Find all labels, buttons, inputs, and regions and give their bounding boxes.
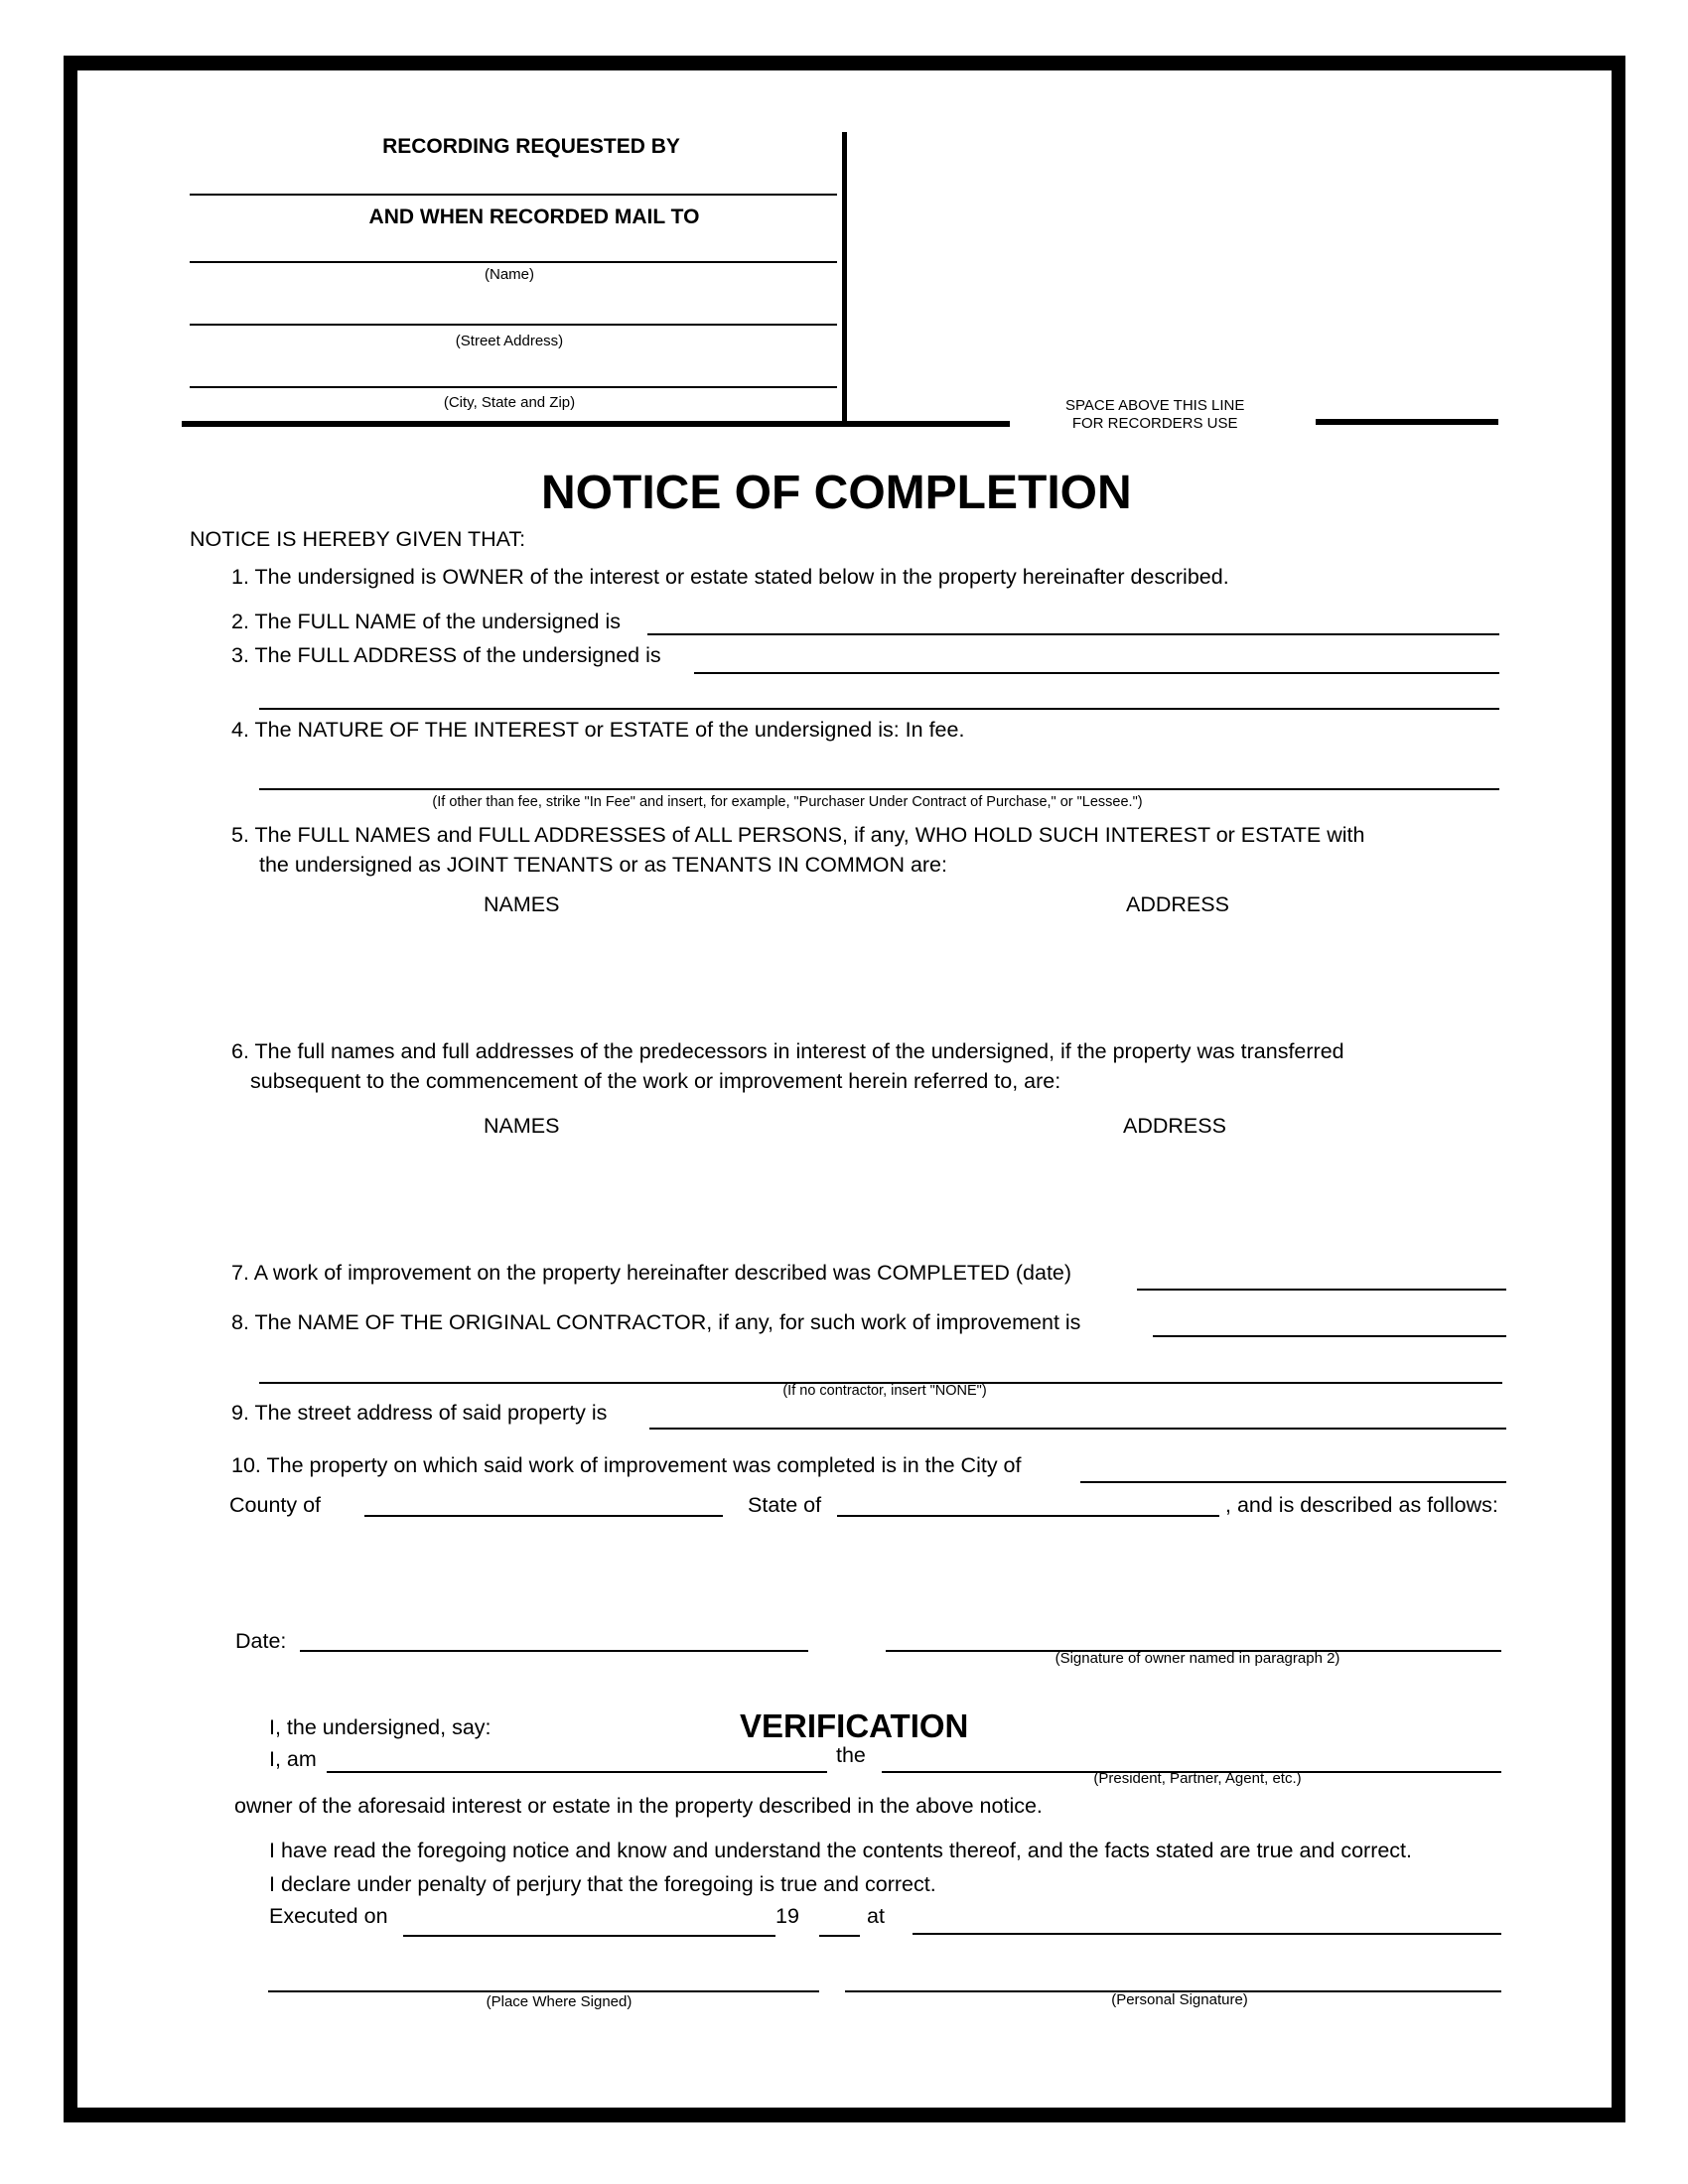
full-address-field-2[interactable] — [259, 708, 1499, 710]
item-6-line2: subsequent to the commencement of the work or improvement herein referred to, are: — [250, 1069, 1061, 1093]
executed-on-label: Executed on — [269, 1904, 388, 1928]
role-note: (President, Partner, Agent, etc.) — [1093, 1770, 1302, 1787]
street-caption: (Street Address) — [455, 333, 564, 349]
contractor-field[interactable] — [1153, 1335, 1506, 1337]
year-prefix: 19 — [775, 1904, 799, 1928]
i-am-label: I, am — [269, 1747, 317, 1771]
i-am-field[interactable] — [327, 1771, 827, 1773]
intro-text: NOTICE IS HEREBY GIVEN THAT: — [190, 527, 526, 551]
personal-signature-note: (Personal Signature) — [1111, 1991, 1248, 2008]
recorder-note-line1: SPACE ABOVE THIS LINE — [1065, 397, 1245, 414]
item-5-names-header: NAMES — [484, 892, 560, 916]
item-5-line1: 5. The FULL NAMES and FULL ADDRESSES of ALL PERSONS, if any, WHO HOLD SUCH INTEREST or ESTATE with — [231, 823, 1365, 847]
item-10-text: 10. The property on which said work of improvement was completed is in the City of — [231, 1453, 1022, 1477]
owner-aforesaid-text: owner of the aforesaid interest or estate in the property described in the above notice. — [234, 1794, 1043, 1818]
header-divider — [842, 132, 847, 427]
executed-at-field[interactable] — [913, 1933, 1501, 1935]
place-signed-note: (Place Where Signed) — [486, 1993, 633, 2010]
item-7-text: 7. A work of improvement on the property hereinafter described was COMPLETED (date) — [231, 1261, 1072, 1285]
full-address-field[interactable] — [694, 672, 1499, 674]
declare-perjury-text: I declare under penalty of perjury that the foregoing is true and correct. — [269, 1872, 936, 1896]
year-field[interactable] — [819, 1935, 860, 1937]
full-name-field[interactable] — [647, 633, 1499, 635]
county-field[interactable] — [364, 1515, 723, 1517]
item-2-text: 2. The FULL NAME of the undersigned is — [231, 610, 621, 633]
item-5-address-header: ADDRESS — [1126, 892, 1229, 916]
item-8-text: 8. The NAME OF THE ORIGINAL CONTRACTOR, if any, for such work of improvement is — [231, 1310, 1081, 1334]
at-label: at — [867, 1904, 885, 1928]
city-field[interactable] — [1080, 1481, 1506, 1483]
name-caption: (Name) — [484, 266, 535, 283]
recorder-note-line2: FOR RECORDERS USE — [1071, 415, 1238, 432]
county-label: County of — [229, 1493, 322, 1517]
item-4-text: 4. The NATURE OF THE INTEREST or ESTATE of the undersigned is: In fee. — [231, 718, 965, 742]
item-8-note: (If no contractor, insert "NONE") — [782, 1383, 987, 1399]
state-field[interactable] — [837, 1515, 1219, 1517]
recording-requested-by-field[interactable] — [190, 194, 837, 196]
the-label: the — [836, 1743, 866, 1767]
item-6-names-header: NAMES — [484, 1114, 560, 1138]
executed-on-field[interactable] — [403, 1935, 775, 1937]
verification-heading: VERIFICATION — [740, 1707, 969, 1744]
recording-requested-by-label: RECORDING REQUESTED BY — [382, 135, 680, 158]
date-field[interactable] — [300, 1650, 808, 1652]
recorder-line-right — [1316, 419, 1498, 425]
owner-signature-note: (Signature of owner named in paragraph 2) — [1055, 1650, 1340, 1667]
mail-street-field[interactable] — [190, 386, 837, 388]
recorder-line-left — [182, 421, 1010, 427]
mail-to-label: AND WHEN RECORDED MAIL TO — [368, 205, 700, 228]
mail-to-field[interactable] — [190, 261, 837, 263]
city-caption: (City, State and Zip) — [443, 394, 576, 411]
item-1-text: 1. The undersigned is OWNER of the interest or estate stated below in the property hereinafter described. — [231, 565, 1229, 589]
item-5-line2: the undersigned as JOINT TENANTS or as TENANTS IN COMMON are: — [259, 853, 947, 877]
date-label: Date: — [235, 1629, 287, 1653]
completed-date-field[interactable] — [1137, 1289, 1506, 1291]
page-title: NOTICE OF COMPLETION — [541, 467, 1132, 519]
item-9-text: 9. The street address of said property is — [231, 1401, 608, 1425]
item-3-text: 3. The FULL ADDRESS of the undersigned is — [231, 643, 661, 667]
item-4-note: (If other than fee, strike "In Fee" and insert, for example, "Purchaser Under Contract of Purchase," or "Lessee.") — [432, 794, 1143, 810]
mail-name-field[interactable] — [190, 324, 837, 326]
item-6-address-header: ADDRESS — [1123, 1114, 1226, 1138]
item-6-line1: 6. The full names and full addresses of the predecessors in interest of the undersigned, if the property was transferred — [231, 1039, 1344, 1063]
place-signed-field[interactable] — [268, 1990, 819, 1992]
state-label: State of — [748, 1493, 822, 1517]
recorder-note — [1065, 397, 1244, 433]
undersigned-say-text: I, the undersigned, say: — [269, 1715, 492, 1739]
described-as-follows-text: , and is described as follows: — [1225, 1493, 1498, 1517]
nature-of-interest-field[interactable] — [259, 788, 1499, 790]
street-address-field[interactable] — [649, 1428, 1506, 1430]
read-foregoing-text: I have read the foregoing notice and know and understand the contents thereof, and the facts stated are true and correct. — [269, 1839, 1413, 1862]
